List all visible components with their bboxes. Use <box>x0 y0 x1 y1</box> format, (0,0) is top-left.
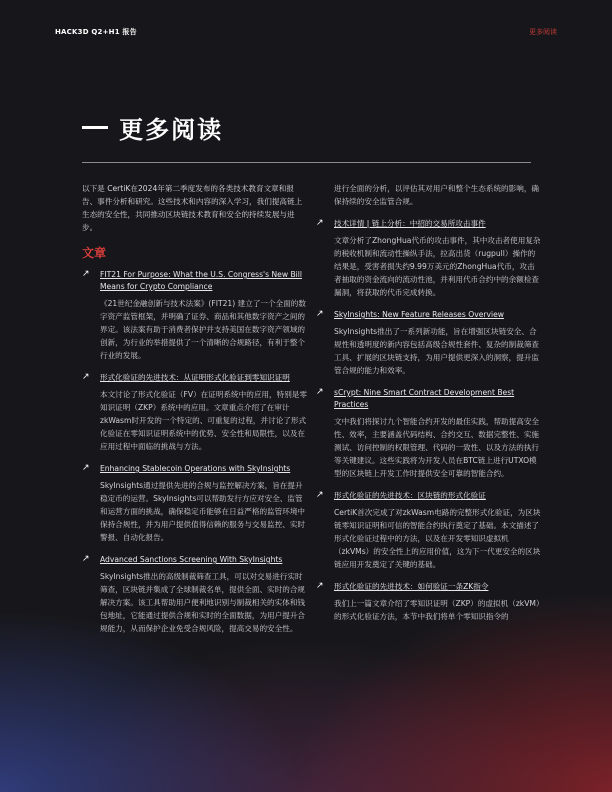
page-header <box>55 27 557 39</box>
article-description: CertiK首次完成了对zkWasm电路的完整形式化验证，为区块链零知识证明和可信的智能合约执行奠定了基础。本文描述了形式化验证过程中的方法，以及在开发零知识虚拟机（zkVMs）的安全性上的应用价值，这为下一代更安全的区块链应用开发奠定了关键的基础。 <box>334 508 541 569</box>
article-item <box>316 309 541 377</box>
article-description: 本文讨论了形式化验证（FV）在证明系统中的应用，特别是零知识证明（ZKP）系统中的应用。文章重点介绍了在审计 zkWasm时开发的一个特定的、可重复的过程，并讨论了形式化验证在零知识证明系统中的优势、安全性和局限性，以及在应用过程中面临的挑战与方法。 <box>100 390 307 451</box>
title-dash-decoration <box>82 126 108 129</box>
arrow-up-right-icon: ↗ <box>82 463 90 473</box>
article-description: SkyInsights推出了一系列新功能，旨在增强区块链安全、合规性和透明度的新内容包括高级合规性套件、复杂的制裁筛查工具、扩展的区块链支持，为用户提供更深入的洞察，提升监管合规的能力和效率。 <box>334 327 540 375</box>
article-link[interactable]: Advanced Sanctions Screening With SkyInsights <box>100 555 283 564</box>
article-description: SkyInsights通过提供先进的合规与监控解决方案，旨在提升稳定币的运营。SkyInsights可以帮助发行方应对安全、监管和运营方面的挑战，确保稳定币能够在日益严格的监管环境中保持合规性，并为用户提供值得信赖的服务与交易监控、实时警报、自动化报告。 <box>100 481 306 542</box>
continued-description: 进行全面的分析，以评估其对用户和整个生态系统的影响，确保持续的安全监管合规。 <box>334 184 540 206</box>
article-link[interactable]: SkyInsights: New Feature Releases Overview <box>334 310 504 319</box>
article-description: 文章分析了ZhongHua代币的攻击事件，其中攻击者使用复杂的税收机制和流动性操纵手法，拉高出货（rugpull）操作的结果是，受害者损失约9.99万美元的ZhongHua代币，攻击者抽取的资金流向的流动性池，并利用代币合约中的余额检查漏洞，将获取的代币完成转换。 <box>334 236 541 297</box>
article-item <box>82 372 307 453</box>
section-label-articles: 文章 <box>82 246 107 260</box>
arrow-up-right-icon: ↗ <box>316 387 324 397</box>
article-item <box>316 490 541 571</box>
article-description: 文中我们将探讨九个智能合约开发的最佳实践，帮助提高安全性、效率，主要涵盖代码结构、合约交互、数据完整性、实施测试、访问控制的权限管理、代码的一致性、以及方法的执行等关键建议。这些实践将为开发人员在BTC链上进行UTXO模型的区块链上开发工作时提供安全可靠的智能合约。 <box>334 417 540 478</box>
article-item <box>82 269 307 362</box>
article-link[interactable]: FIT21 For Purpose: What the U.S. Congress's New Bill Means for Crypto Compliance <box>100 270 303 291</box>
left-column <box>82 182 307 645</box>
page-title: 更多阅读 <box>119 116 224 144</box>
arrow-up-right-icon: ↗ <box>316 218 324 228</box>
article-item <box>82 463 307 544</box>
article-link[interactable]: 形式化验证的先进技术：从证明形式化验证到零知识证明 <box>100 373 290 382</box>
more-reading-link[interactable]: 更多阅读 <box>529 28 557 36</box>
article-item <box>316 387 541 480</box>
arrow-up-right-icon: ↗ <box>82 269 90 279</box>
report-brand: HACK3D Q2+H1 报告 <box>55 28 137 36</box>
article-link[interactable]: 技术详情 | 链上分析：中招的交易所攻击事件 <box>334 219 486 228</box>
article-item <box>82 554 307 635</box>
article-link[interactable]: 形式化验证的先进技术：如何验证一条ZK指令 <box>334 582 489 591</box>
article-description: SkyInsights推出的高级制裁筛查工具，可以对交易进行实时筛查，区块链并集成了全球制裁名单，提供全面、实时的合规解决方案。该工具帮助用户便利地识别与制裁相关的实体和钱包地址，它能通过提供合规和实时的全面数据，为用户提升合规能力，从而保护企业免受合规风险，提高交易的安全性。 <box>100 572 306 633</box>
article-link[interactable]: Enhancing Stablecoin Operations with SkyInsights <box>100 464 291 473</box>
article-link[interactable]: 形式化验证的先进技术：区块链的形式化验证 <box>334 491 486 500</box>
page-title-block <box>82 110 223 146</box>
article-description: 《21世纪金融创新与技术法案》(FIT21) 建立了一个全面的数字资产监管框架，并明确了证券、商品和其他数字资产之间的界定。该法案有助于消费者保护并支持美国在数字资产领域的创新，为行业的举措提供了一个清晰的合规路径，有利于整个行业的发展。 <box>100 299 306 360</box>
arrow-up-right-icon: ↗ <box>316 490 324 500</box>
article-item <box>316 581 541 623</box>
article-item <box>316 218 541 299</box>
right-column <box>316 182 541 633</box>
article-link[interactable]: sCrypt: Nine Smart Contract Development Best Practices <box>334 388 515 409</box>
intro-paragraph: 以下是 CertiK在2024年第二季度发布的各类技术教育文章和报告、事件分析和研究。这些技术和内容的深入学习，我们提高链上生态的安全性，共同推动区块链技术教育和安全的持续发展与进步。 <box>82 184 303 232</box>
article-description: 我们上一篇文章介绍了零知识证明（ZKP）的虚拟机（zkVM）的形式化验证方法，本节中我们将单个零知识指令的 <box>334 599 540 621</box>
arrow-up-right-icon: ↗ <box>316 309 324 319</box>
arrow-up-right-icon: ↗ <box>82 554 90 564</box>
arrow-up-right-icon: ↗ <box>82 372 90 382</box>
title-divider <box>82 162 531 163</box>
arrow-up-right-icon: ↗ <box>316 581 324 591</box>
